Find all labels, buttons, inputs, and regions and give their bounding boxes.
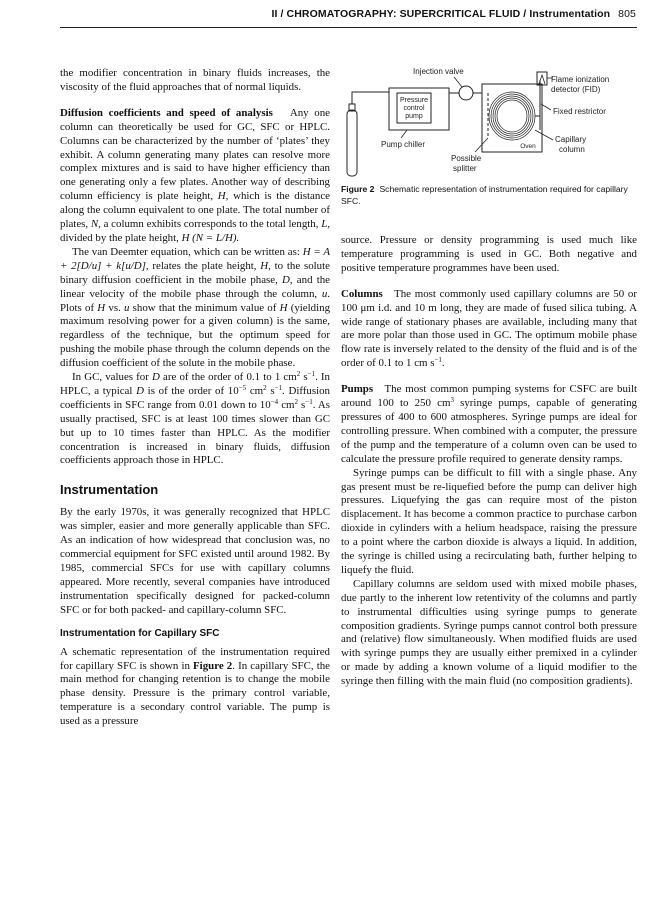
equation: H (N = L/H). xyxy=(181,231,240,244)
run-in-heading: Columns xyxy=(341,287,383,300)
paragraph: source. Pressure or density programming is used much like temperature programming is used in GC. Both negative and positive temperature programmes have been used. xyxy=(341,234,637,274)
paragraph: By the early 1970s, it was generally recognized that HPLC was simpler, easier and more generally applicable than SFC. As an indication of how widespread that conclusion was, no commercial equipment for SFC existed until around 1982. By 1985, commercial SFCs for use with capillary columns appeared. More recently, several companies have introduced instrumentation specifically designed for packed-column SFC or for both packed- and capillary-column SFC. xyxy=(60,506,330,616)
running-title: II / CHROMATOGRAPHY: SUPERCRITICAL FLUID / Instrumentation xyxy=(271,8,611,20)
subsection-heading: Instrumentation for Capillary SFC xyxy=(60,627,220,639)
figure-caption-label: Figure 2 xyxy=(341,184,375,194)
injection-valve-icon xyxy=(459,86,473,100)
paragraph: Syringe pumps can be difficult to fill with a single phase. Any gas present must be re-liquefied before the pump can deliver high pressures. Liquefying the gas can require most of the piston displacement. It has become a common practice to purchase carbon dioxide in cylinders with a helium headspace, raising the pressure to a point where the carbon dioxide is always a liquid. In addition, the syringe is chilled using a recirculating bath, further helping to liquefy the fluid. xyxy=(341,466,637,576)
label-capillary-column-1: Capillary xyxy=(555,135,587,144)
label-possible-splitter-2: splitter xyxy=(453,164,477,173)
label-fixed-restrictor: Fixed restrictor xyxy=(553,107,606,116)
paragraph-van-deemter: The van Deemter equation, which can be written as: H = A + 2[D/u] + k[u/D], relates the plate height, H, to the solute binary diffusion coefficient in the mobile phase, D, and the linear velocity of the mobile phase through the column, u. Plots of H vs. u show that the minimum value of H (yielding maximum resolving power for a given column) is the same, regardless of the technique, but the optimum speed for pushing the mobile phase through the column depends on the diffusion coefficient of the solute in the mobile phase. xyxy=(60,245,331,370)
figure-caption-text: Schematic representation of instrumentation required for capillary SFC. xyxy=(341,184,628,206)
label-pump-chiller: Pump chiller xyxy=(381,140,426,149)
running-header xyxy=(0,8,636,20)
capillary-column-coil-icon xyxy=(489,92,535,140)
run-in-heading: Pumps xyxy=(341,383,374,396)
label-oven: Oven xyxy=(520,143,536,150)
figure-2-schematic xyxy=(341,60,637,188)
label-pressure-control-2: control xyxy=(403,105,425,112)
header-rule xyxy=(60,27,637,28)
paragraph-diffusion: Diffusion coefficients and speed of analysis Any one column can theoretically be used for GC, SFC or HPLC. Columns can be characterized by the number of ‘plates’ they exhibit. A column generating many plates can resolve more complex mixtures and is said to have higher efficiency than one generating only a few plates. Another way of describing column efficiency is plate height, H, which is the distance along the column equivalent to one plate. The total number of plates, N, a column exhibits corresponds to the total length, L, divided by the plate height, H (N = L/H). xyxy=(60,106,331,244)
run-in-heading: Diffusion coefficients and speed of analysis xyxy=(60,106,273,119)
page-number: 805 xyxy=(618,8,636,20)
paragraph-columns: Columns The most commonly used capillary columns are 50 or 100 μm i.d. and 10 m long, they are made of fused silica tubing. A wide range of stationary phases are available, including many that are more polar than those used in GC. The optimum mobile phase flow rate is inversely related to the density of the fluid and is of the order of 0.1 to 1 cm $s^{-1}$. xyxy=(341,287,638,370)
label-fid-1: Flame ionization xyxy=(551,75,610,84)
left-column xyxy=(60,67,330,729)
paragraph: the modifier concentration in binary fluids increases, the viscosity of the fluid approaches that of normal liquids. xyxy=(60,67,330,93)
figure-caption xyxy=(341,184,637,207)
paragraph-pumps: Pumps The most common pumping systems for CSFC are built around 100 to 250 $cm^3$ syringe pumps, capable of generating pressures of 400 to 600 atmospheres. Syringe pumps are ideal for controlling pressure. When combined with a computer, the pressure of the pump and the temperature of a column oven can be used to calculate the pressure profile required to generate density ramps. xyxy=(341,383,637,465)
equation: H = A + 2[D/u] + k[u/D] xyxy=(60,245,330,272)
paragraph: Capillary columns are seldom used with mixed mobile phases, due partly to the inherent low retentivity of the columns and partly to instrumental difficulties using syringe pumps to generate composition gradients. Syringe pumps cannot control both pressure and (relative) flow simultaneously. When modified fluids are used with syringe pumps they are usually either premixed in a cylinder or made by adding a known volume of a liquid modifier to the syringe then filling with the main fluid (no composition gradients). xyxy=(341,577,637,688)
right-column xyxy=(341,234,637,689)
gas-cylinder-icon xyxy=(347,98,357,176)
paragraph-schematic: A schematic representation of the instrumentation required for capillary SFC is shown in Figure 2. In capillary SFC, the main method for changing retention is to change the mobile phase density. Pressure is the primary control variable, temperature is a secondary control variable. The pump is used as a pressure xyxy=(60,645,330,728)
paragraph-gc-values: In GC, values for D are of the order of 0.1 to 1 $cm^2$ $s^{-1}$. In HPLC, a typical D is of the order of $10^{-5}$ $cm^2$ $s^{-1}$. Diffusion coefficients in SFC range from 0.01 down to $10^{-4}$ $cm^2$ $s^{-1}$. As usually practised, SFC is at least 100 times slower than GC but up to 10 times faster than HPLC. As the modifier concentration is increased in binary fluids, diffusion coefficients approach those in HPLC. xyxy=(60,370,331,467)
label-pressure-control-1: Pressure xyxy=(399,97,429,104)
figure-reference-link[interactable]: Figure 2 xyxy=(193,659,233,672)
label-possible-splitter-1: Possible xyxy=(451,154,482,163)
section-heading-instrumentation: Instrumentation xyxy=(60,482,159,498)
label-capillary-column-2: column xyxy=(559,145,585,154)
label-pressure-control-3: pump xyxy=(405,113,423,120)
label-injection-valve: Injection valve xyxy=(413,67,464,76)
label-fid-2: detector (FID) xyxy=(551,85,601,94)
